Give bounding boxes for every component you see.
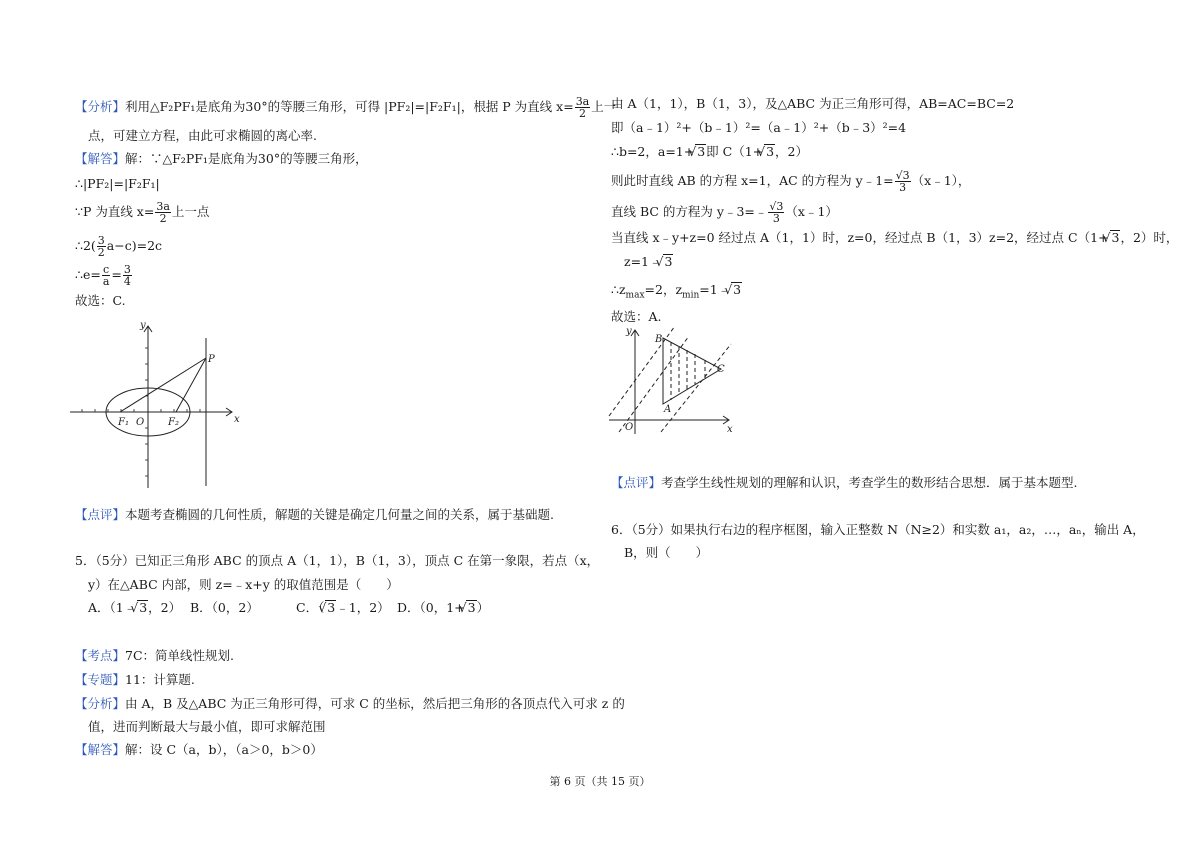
ellipse-figure [70, 318, 245, 493]
fig1-f1-label: F₁ [118, 417, 129, 428]
q6-line-2: B，则（ ） [624, 545, 709, 560]
fig1-x-label: x [234, 414, 240, 425]
fig2-c-label: C [717, 364, 725, 375]
zhuanti-tag: 【专题】 [75, 672, 126, 687]
fig2-o-label: O [625, 422, 634, 433]
right-line-2: 即（a﹣1）²+（b﹣1）²=（a﹣1）²+（b﹣3）²=4 [611, 120, 907, 135]
q5-option-b: B．（0，2） [190, 600, 259, 615]
fraction: $\frac{3a}{2}$ [156, 200, 170, 225]
solution-line-5: ∴e= $\frac{c}{a}$ = $\frac{3}{4}$ [75, 263, 131, 288]
fraction: $\frac{c}{a}$ [102, 263, 110, 288]
right-line-8: $\therefore z_{max}=2$，$z_{min}=1﹣√$ 3 [611, 282, 742, 298]
solution-line-4: ∴2( $\frac{3}{2}$ a−c)=2c [75, 234, 163, 259]
right-line-7: z=1﹣√ 3 [624, 254, 673, 270]
right-line-1: 由 A（1，1），B（1，3），及△ABC 为正三角形可得，AB=AC=BC=2 [611, 96, 1015, 111]
q5-analysis-tag: 【分析】 [75, 696, 126, 711]
comment-line: 【点评】本题考查椭圆的几何性质，解题的关键是确定几何量之间的关系，属于基础题. [75, 507, 554, 522]
q5-option-c: C．（√ 3﹣1，2） [296, 600, 390, 616]
page-footer: 第 6 页（共 15 页） [549, 775, 651, 788]
analysis-tag: 【分析】 [75, 99, 126, 114]
q5-option-d: D．（0，1+√ 3） [397, 600, 489, 616]
fig2-y-label: y [626, 326, 632, 337]
right-line-3: ∴b=2，a=1+√ 3即 C（1+√ 3，2） [611, 144, 808, 160]
q5-line-2: y）在△ABC 内部，则 z=﹣x+y 的取值范围是（ ） [88, 577, 399, 592]
fig1-o-label: O [136, 417, 145, 428]
right-line-5: 直线 BC 的方程为 y﹣3=﹣ $\frac{√3}{3}$ （x﹣1） [611, 200, 838, 225]
right-comment-line: 【点评】考查学生线性规划的理解和认识，考查学生的数形结合思想．属于基本题型. [611, 475, 1078, 490]
right-comment-tag: 【点评】 [611, 475, 662, 490]
fig1-f2-label: F₂ [168, 417, 179, 428]
fig1-p-label: P [208, 354, 215, 365]
q6-line-1: 6．（5分）如果执行右边的程序框图，输入正整数 N（N≥2）和实数 a₁，a₂，…，aₙ，输出 A， [611, 522, 1145, 537]
solution-line-3: ∵P 为直线 x= $\frac{3a}{2}$ 上一点 [75, 200, 210, 225]
analysis-line-2: 点，可建立方程，由此可求椭圆的离心率. [88, 128, 317, 143]
right-line-9: 故选：A. [611, 309, 662, 324]
fraction: $\frac{3}{4}$ [123, 263, 131, 288]
q5-line-1: 5．（5分）已知正三角形 ABC 的顶点 A（1，1），B（1，3），顶点 C 在第一象限，若点（x， [75, 553, 600, 568]
fraction: $\frac{3a}{2}$ [575, 95, 590, 120]
fig2-b-label: B [655, 334, 663, 345]
solution-line-2: ∴|PF₂|=|F₂F₁| [75, 176, 160, 191]
comment-tag: 【点评】 [75, 507, 126, 522]
right-line-4: 则此时直线 AB 的方程 x=1，AC 的方程为 y﹣1= $\frac{√3}{3}$ （x﹣1）， [611, 169, 971, 194]
kaodian-line: 【考点】7C：简单线性规划. [75, 648, 235, 663]
fraction: $\frac{√3}{3}$ [895, 169, 910, 194]
fig2-a-label: A [664, 404, 672, 415]
fig2-x-label: x [727, 424, 733, 435]
solution-line-1: 【解答】解：∵△F₂PF₁是底角为30°的等腰三角形， [75, 151, 368, 166]
solution-tag: 【解答】 [75, 151, 126, 166]
fraction: $\frac{3}{2}$ [97, 234, 105, 259]
fig1-y-label: y [140, 320, 146, 331]
q5-analysis-line-1: 【分析】由 A，B 及△ABC 为正三角形可得，可求 C 的坐标，然后把三角形的各顶点代入可求 z 的 [75, 696, 625, 711]
zhuanti-line: 【专题】11：计算题. [75, 672, 195, 687]
q5-solution-tag: 【解答】 [75, 742, 126, 757]
q5-solution-line-1: 【解答】解：设 C（a，b），（a＞0，b＞0） [75, 742, 323, 757]
solution-line-6: 故选：C. [75, 293, 126, 308]
q5-analysis-line-2: 值，进而判断最大与最小值，即可求解范围 [88, 719, 326, 734]
analysis-line-1: 【分析】利用△F₂PF₁是底角为30°的等腰三角形，可得 |PF₂|=|F₂F₁|，根据 P 为直线 x= $\frac{3a}{2}$ 上一 [75, 95, 617, 120]
q5-option-a: A．（1﹣√ 3，2） [88, 600, 181, 616]
linear-programming-figure [605, 324, 740, 436]
fraction: $\frac{√3}{3}$ [769, 200, 784, 225]
kaodian-tag: 【考点】 [75, 648, 126, 663]
right-line-6: 当直线 x﹣y+z=0 经过点 A（1，1）时，z=0，经过点 B（1，3）z=2，经过点 C（1+√ 3，2）时， [611, 230, 1178, 246]
